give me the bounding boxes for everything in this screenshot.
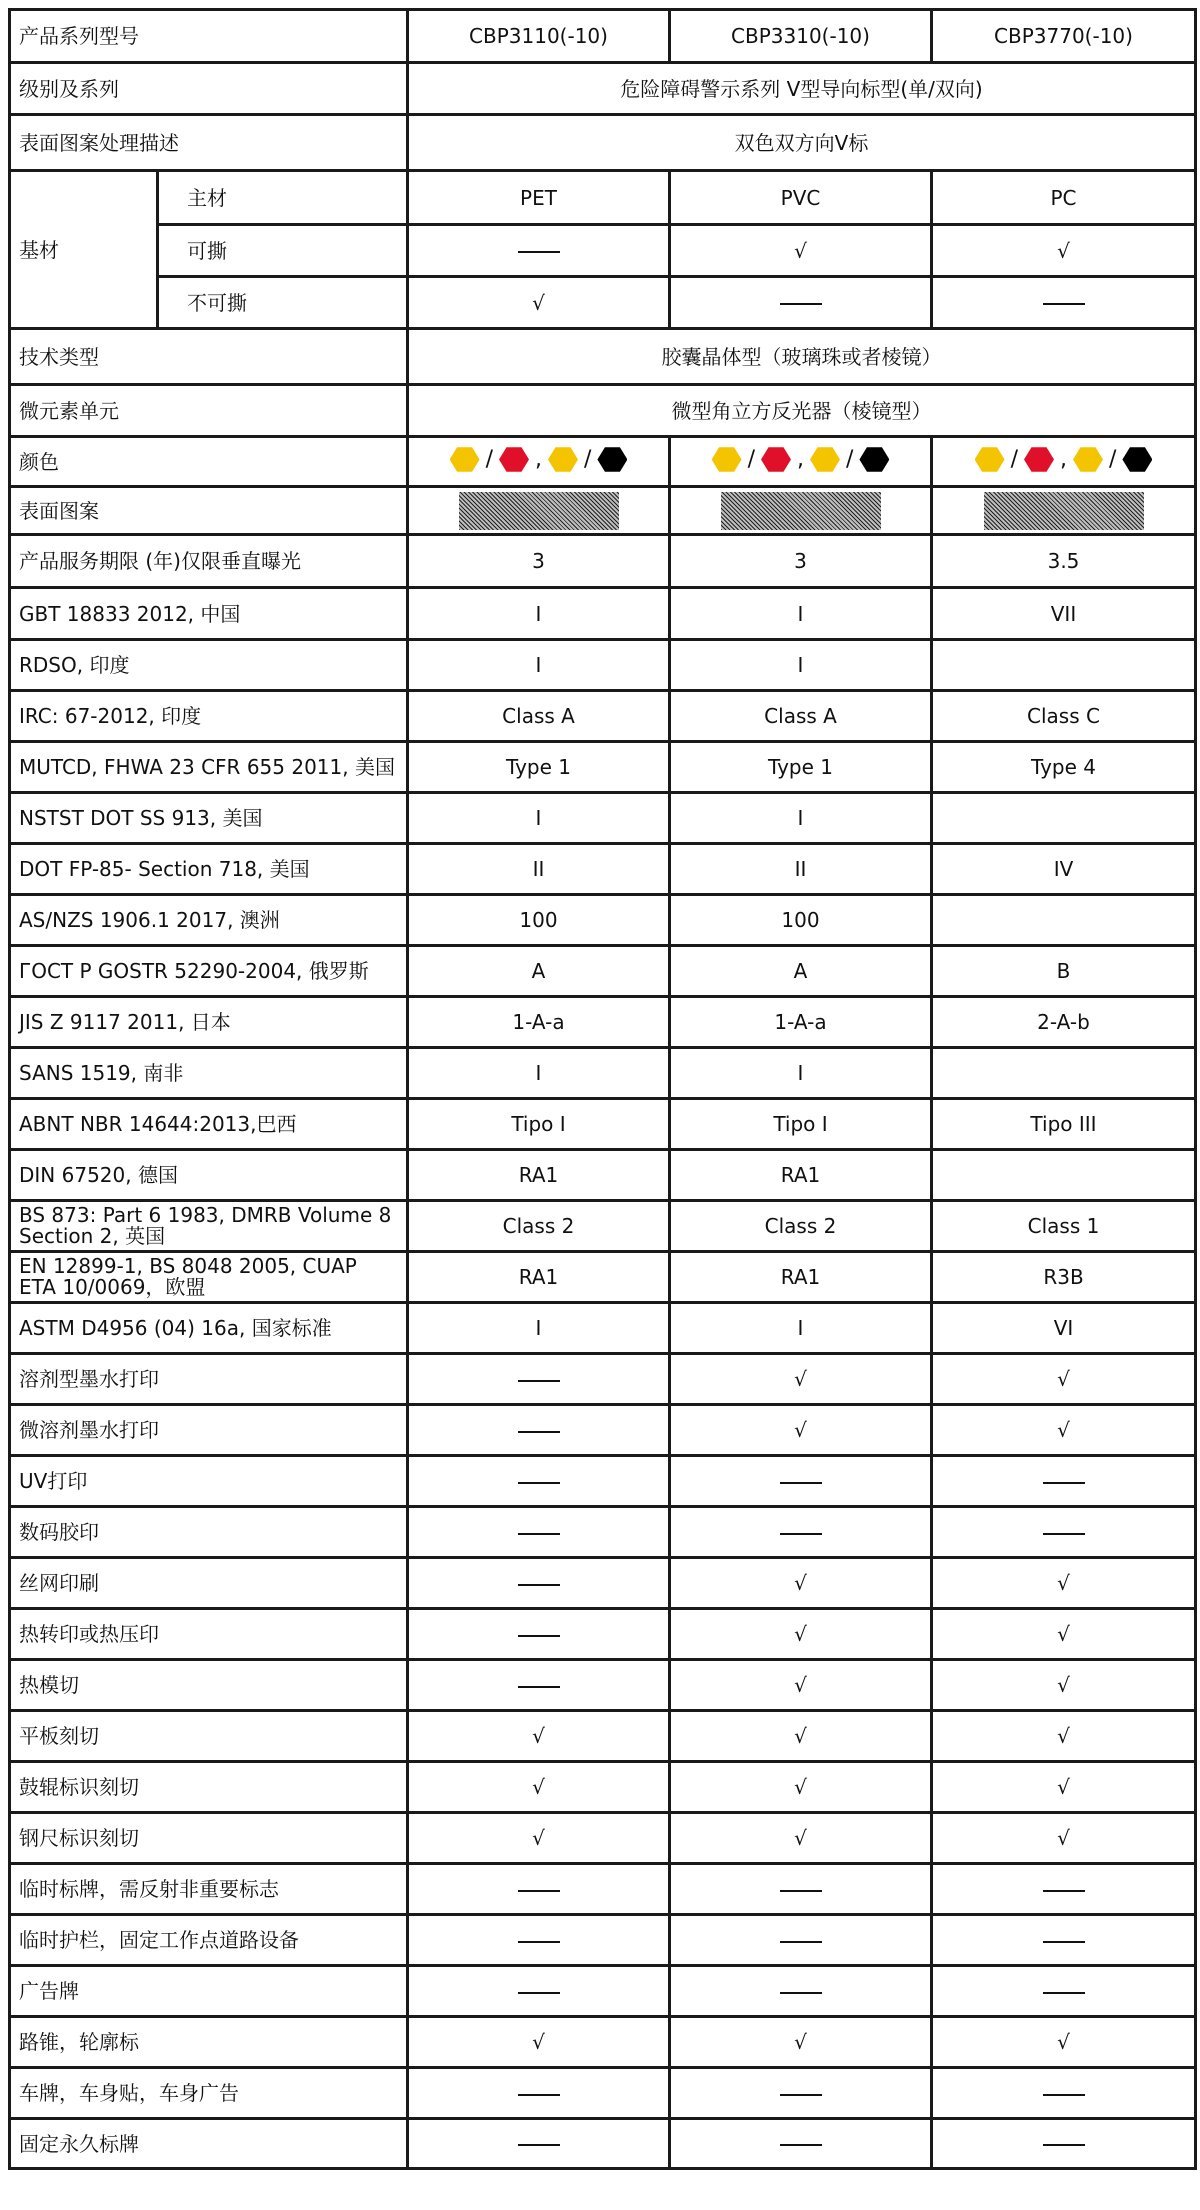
process-row-value	[670, 1915, 932, 1966]
check-mark: √	[532, 1826, 545, 1850]
spec-row-label: RDSO, 印度	[10, 640, 408, 691]
process-row-value	[670, 1711, 932, 1762]
spec-row-value: I	[670, 1303, 932, 1354]
spec-row-value: VI	[932, 1303, 1196, 1354]
not-applicable-dash	[1043, 2094, 1085, 2096]
spec-row-value: Class 2	[670, 1201, 932, 1252]
tech-type-row	[10, 329, 1196, 385]
not-applicable-dash	[780, 2094, 822, 2096]
process-row-label: 热转印或热压印	[10, 1609, 408, 1660]
not-applicable-dash	[518, 1890, 560, 1892]
not-applicable-dash	[780, 1890, 822, 1892]
process-row-label: 临时护栏，固定工作点道路设备	[10, 1915, 408, 1966]
color-separator: ,	[797, 446, 804, 472]
process-row-value	[670, 1813, 932, 1864]
process-row-value	[932, 1456, 1196, 1507]
process-row-value	[932, 1405, 1196, 1456]
process-row	[10, 1558, 1196, 1609]
check-mark: √	[532, 1775, 545, 1799]
spec-row-label: BS 873: Part 6 1983, DMRB Volume 8 Section 2, 英国	[10, 1201, 408, 1252]
process-row	[10, 1405, 1196, 1456]
spec-row-value: Type 4	[932, 742, 1196, 793]
substrate-nontearable-value	[408, 277, 670, 329]
spec-row-value: Class 2	[408, 1201, 670, 1252]
process-row-value	[670, 1456, 932, 1507]
process-row-value	[408, 1354, 670, 1405]
not-applicable-dash	[780, 1482, 822, 1484]
spec-row-value: I	[670, 1048, 932, 1099]
spec-row-value: 3	[670, 535, 932, 588]
not-applicable-dash	[1043, 1992, 1085, 1994]
hexagon-swatch-icon	[859, 447, 889, 473]
process-row-value	[670, 2017, 932, 2068]
process-row	[10, 1864, 1196, 1915]
process-row-value	[932, 1864, 1196, 1915]
micro-unit-label: 微元素单元	[10, 385, 408, 437]
process-row-value	[670, 1558, 932, 1609]
process-row-value	[408, 2017, 670, 2068]
spec-row-value: B	[932, 946, 1196, 997]
tech-type-label: 技术类型	[10, 329, 408, 385]
spec-row	[10, 640, 1196, 691]
spec-row-value: RA1	[408, 1150, 670, 1201]
spec-row-value: II	[408, 844, 670, 895]
model-cbp3310: CBP3310(-10)	[670, 10, 932, 63]
process-row	[10, 1456, 1196, 1507]
substrate-main-value: PVC	[670, 171, 932, 225]
process-row-value	[408, 1456, 670, 1507]
spec-row-value: R3B	[932, 1252, 1196, 1303]
not-applicable-dash	[518, 1992, 560, 1994]
spec-row-label: AS/NZS 1906.1 2017, 澳洲	[10, 895, 408, 946]
process-row-value	[932, 2119, 1196, 2169]
process-row	[10, 2068, 1196, 2119]
not-applicable-dash	[780, 1992, 822, 1994]
process-row-label: 数码胶印	[10, 1507, 408, 1558]
hexagon-swatch-icon	[761, 447, 791, 473]
spec-row-label: DOT FP-85- Section 718, 美国	[10, 844, 408, 895]
check-mark: √	[794, 1418, 807, 1442]
spec-row	[10, 691, 1196, 742]
spec-row	[10, 535, 1196, 588]
not-applicable-dash	[518, 2144, 560, 2146]
not-applicable-dash	[518, 1380, 560, 1382]
process-row-label: 平板刻切	[10, 1711, 408, 1762]
spec-row	[10, 946, 1196, 997]
hexagon-swatch-icon	[450, 447, 480, 473]
process-row-value	[670, 1864, 932, 1915]
spec-row-value	[932, 793, 1196, 844]
substrate-tearable-value	[932, 225, 1196, 277]
spec-row-value: 1-A-a	[408, 997, 670, 1048]
hexagon-swatch-icon	[597, 447, 627, 473]
spec-row-value	[932, 1150, 1196, 1201]
check-mark: √	[1057, 238, 1070, 263]
spec-row-value	[932, 1048, 1196, 1099]
header-row	[10, 10, 1196, 63]
hexagon-swatch-icon	[1073, 447, 1103, 473]
process-row-value	[932, 1660, 1196, 1711]
spec-row-label: DIN 67520, 德国	[10, 1150, 408, 1201]
spec-row-value: RA1	[670, 1252, 932, 1303]
process-row	[10, 2119, 1196, 2169]
spec-row-label: IRC: 67-2012, 印度	[10, 691, 408, 742]
process-row	[10, 2017, 1196, 2068]
pattern-swatch	[984, 492, 1144, 530]
color-swatches	[932, 437, 1196, 487]
color-separator: /	[1109, 446, 1117, 472]
spec-row	[10, 793, 1196, 844]
spec-row-value: I	[408, 793, 670, 844]
check-mark: √	[794, 1571, 807, 1595]
spec-row-value: Class C	[932, 691, 1196, 742]
substrate-nontearable-value	[670, 277, 932, 329]
check-mark: √	[532, 1724, 545, 1748]
process-row-value	[932, 1609, 1196, 1660]
hexagon-swatch-icon	[975, 447, 1005, 473]
process-row-label: 热模切	[10, 1660, 408, 1711]
substrate-label: 基材	[10, 171, 158, 329]
spec-row-value: IV	[932, 844, 1196, 895]
process-row-label: 固定永久标牌	[10, 2119, 408, 2169]
process-row-label: 广告牌	[10, 1966, 408, 2017]
process-row-value	[408, 1405, 670, 1456]
process-row-value	[408, 1507, 670, 1558]
process-row-value	[670, 1609, 932, 1660]
spec-row-label: 产品服务期限 (年)仅限垂直曝光	[10, 535, 408, 588]
model-cbp3110: CBP3110(-10)	[408, 10, 670, 63]
check-mark: √	[794, 1775, 807, 1799]
spec-row	[10, 588, 1196, 640]
check-mark: √	[794, 238, 807, 263]
substrate-nontearable-value	[932, 277, 1196, 329]
spec-row-value: Type 1	[670, 742, 932, 793]
substrate-tearable-label: 可撕	[158, 225, 408, 277]
process-row-value	[408, 1660, 670, 1711]
hexagon-swatch-icon	[810, 447, 840, 473]
process-row-value	[408, 1864, 670, 1915]
pattern-swatch	[459, 492, 619, 530]
pattern-swatch	[721, 492, 881, 530]
spec-row-value: Tipo I	[408, 1099, 670, 1150]
substrate-nontearable-label: 不可撕	[158, 277, 408, 329]
spec-row	[10, 844, 1196, 895]
not-applicable-dash	[1043, 1890, 1085, 1892]
spec-row-label: GBT 18833 2012, 中国	[10, 588, 408, 640]
spec-row-value	[932, 640, 1196, 691]
process-row-value	[408, 1711, 670, 1762]
not-applicable-dash	[780, 1941, 822, 1943]
process-row-value	[932, 1813, 1196, 1864]
colors-label: 颜色	[10, 437, 408, 487]
spec-row-value: 3	[408, 535, 670, 588]
not-applicable-dash	[1043, 303, 1085, 305]
level-row	[10, 63, 1196, 115]
hexagon-swatch-icon	[1024, 447, 1054, 473]
color-separator: /	[584, 446, 592, 472]
process-row-value	[932, 1711, 1196, 1762]
not-applicable-dash	[518, 1686, 560, 1688]
not-applicable-dash	[518, 1431, 560, 1433]
spec-row-label: NSTST DOT SS 913, 美国	[10, 793, 408, 844]
surface-pattern-label: 表面图案	[10, 487, 408, 535]
spec-row-value: Class 1	[932, 1201, 1196, 1252]
color-separator: /	[747, 446, 755, 472]
process-row	[10, 1966, 1196, 2017]
spec-row	[10, 895, 1196, 946]
hexagon-swatch-icon	[499, 447, 529, 473]
process-row-value	[932, 2017, 1196, 2068]
spec-table	[8, 8, 1197, 2170]
spec-row-value: I	[408, 1303, 670, 1354]
color-swatches	[670, 437, 932, 487]
check-mark: √	[1057, 1673, 1070, 1697]
color-separator: /	[485, 446, 493, 472]
not-applicable-dash	[780, 2144, 822, 2146]
spec-row-value: I	[670, 640, 932, 691]
check-mark: √	[1057, 1418, 1070, 1442]
spec-row-value: I	[408, 1048, 670, 1099]
tech-type-value: 胶囊晶体型（玻璃珠或者棱镜）	[408, 329, 1196, 385]
surface-pattern-row	[10, 487, 1196, 535]
surface-desc-value: 双色双方向V标	[408, 115, 1196, 171]
process-row-value	[932, 1354, 1196, 1405]
process-row-label: 鼓辊标识刻切	[10, 1762, 408, 1813]
spec-row-value: Class A	[670, 691, 932, 742]
not-applicable-dash	[518, 251, 560, 253]
not-applicable-dash	[1043, 2144, 1085, 2146]
process-row-value	[670, 1405, 932, 1456]
process-row-value	[408, 1813, 670, 1864]
spec-row-value: I	[408, 640, 670, 691]
process-row-label: 车牌，车身贴，车身广告	[10, 2068, 408, 2119]
spec-row-value	[932, 895, 1196, 946]
process-row-label: 微溶剂墨水打印	[10, 1405, 408, 1456]
check-mark: √	[1057, 1826, 1070, 1850]
spec-row-label: ABNT NBR 14644:2013,巴西	[10, 1099, 408, 1150]
spec-row-label: ГОСТ Р GOSTR 52290-2004, 俄罗斯	[10, 946, 408, 997]
surface-pattern-cell	[670, 487, 932, 535]
check-mark: √	[794, 2030, 807, 2054]
spec-row	[10, 997, 1196, 1048]
process-row-label: UV打印	[10, 1456, 408, 1507]
process-row-value	[408, 2119, 670, 2169]
process-row	[10, 1507, 1196, 1558]
spec-row-value: A	[670, 946, 932, 997]
substrate-main-value: PET	[408, 171, 670, 225]
spec-row	[10, 1303, 1196, 1354]
process-row-value	[932, 2068, 1196, 2119]
check-mark: √	[794, 1367, 807, 1391]
spec-row-value: 2-A-b	[932, 997, 1196, 1048]
not-applicable-dash	[518, 2094, 560, 2096]
substrate-tearable-value	[670, 225, 932, 277]
header-label: 产品系列型号	[10, 10, 408, 63]
check-mark: √	[1057, 2030, 1070, 2054]
spec-row	[10, 1201, 1196, 1252]
color-swatch-group	[975, 447, 1153, 473]
check-mark: √	[1057, 1367, 1070, 1391]
spec-row-value: II	[670, 844, 932, 895]
process-row-value	[408, 1558, 670, 1609]
check-mark: √	[532, 290, 545, 315]
process-row-value	[932, 1966, 1196, 2017]
spec-row-value: RA1	[670, 1150, 932, 1201]
check-mark: √	[1057, 1724, 1070, 1748]
check-mark: √	[794, 1826, 807, 1850]
spec-row-label: EN 12899-1, BS 8048 2005, CUAP ETA 10/0069，欧盟	[10, 1252, 408, 1303]
color-separator: ,	[1060, 446, 1067, 472]
level-value: 危险障碍警示系列 V型导向标型(单/双向)	[408, 63, 1196, 115]
substrate-tearable-row	[10, 225, 1196, 277]
micro-unit-row	[10, 385, 1196, 437]
spec-row-value: I	[408, 588, 670, 640]
spec-row-value: RA1	[408, 1252, 670, 1303]
hexagon-swatch-icon	[1122, 447, 1152, 473]
spec-row-value: 1-A-a	[670, 997, 932, 1048]
not-applicable-dash	[518, 1635, 560, 1637]
process-row-value	[408, 1966, 670, 2017]
process-row-value	[932, 1507, 1196, 1558]
check-mark: √	[1057, 1775, 1070, 1799]
substrate-main-row	[10, 171, 1196, 225]
spec-row-value: A	[408, 946, 670, 997]
process-row-value	[932, 1558, 1196, 1609]
process-row-value	[408, 1915, 670, 1966]
level-label: 级别及系列	[10, 63, 408, 115]
not-applicable-dash	[780, 1533, 822, 1535]
process-row-value	[670, 1354, 932, 1405]
color-separator: /	[1010, 446, 1018, 472]
process-row	[10, 1354, 1196, 1405]
hexagon-swatch-icon	[712, 447, 742, 473]
process-row	[10, 1915, 1196, 1966]
not-applicable-dash	[518, 1584, 560, 1586]
process-row-value	[670, 1966, 932, 2017]
surface-desc-row	[10, 115, 1196, 171]
check-mark: √	[794, 1673, 807, 1697]
substrate-main-label: 主材	[158, 171, 408, 225]
surface-pattern-cell	[408, 487, 670, 535]
process-row-label: 临时标牌，需反射非重要标志	[10, 1864, 408, 1915]
substrate-main-value: PC	[932, 171, 1196, 225]
colors-row	[10, 437, 1196, 487]
color-separator: ,	[535, 446, 542, 472]
check-mark: √	[1057, 1571, 1070, 1595]
color-swatch-group	[712, 447, 890, 473]
spec-row-value: VII	[932, 588, 1196, 640]
check-mark: √	[532, 2030, 545, 2054]
spec-row-value: Type 1	[408, 742, 670, 793]
process-row-value	[408, 1609, 670, 1660]
process-row-value	[670, 1507, 932, 1558]
spec-sheet	[8, 8, 1194, 2170]
process-row-value	[670, 2068, 932, 2119]
process-row	[10, 1813, 1196, 1864]
process-row	[10, 1660, 1196, 1711]
spec-row-value: Class A	[408, 691, 670, 742]
not-applicable-dash	[518, 1941, 560, 1943]
substrate-tearable-value	[408, 225, 670, 277]
not-applicable-dash	[518, 1533, 560, 1535]
color-swatch-group	[450, 447, 628, 473]
spec-row	[10, 1048, 1196, 1099]
micro-unit-value: 微型角立方反光器（棱镜型）	[408, 385, 1196, 437]
surface-pattern-cell	[932, 487, 1196, 535]
check-mark: √	[794, 1622, 807, 1646]
spec-row-value: Tipo I	[670, 1099, 932, 1150]
spec-row-value: Tipo III	[932, 1099, 1196, 1150]
spec-row	[10, 742, 1196, 793]
process-row-value	[670, 1762, 932, 1813]
process-row	[10, 1711, 1196, 1762]
check-mark: √	[1057, 1622, 1070, 1646]
process-row-value	[932, 1915, 1196, 1966]
model-cbp3770: CBP3770(-10)	[932, 10, 1196, 63]
not-applicable-dash	[1043, 1941, 1085, 1943]
not-applicable-dash	[518, 1482, 560, 1484]
not-applicable-dash	[1043, 1482, 1085, 1484]
hexagon-swatch-icon	[548, 447, 578, 473]
surface-desc-label: 表面图案处理描述	[10, 115, 408, 171]
substrate-nontearable-row	[10, 277, 1196, 329]
process-row-value	[932, 1762, 1196, 1813]
process-row-value	[408, 2068, 670, 2119]
spec-row	[10, 1099, 1196, 1150]
spec-row	[10, 1252, 1196, 1303]
spec-row-value: I	[670, 793, 932, 844]
color-swatches	[408, 437, 670, 487]
spec-row-value: I	[670, 588, 932, 640]
process-row-label: 钢尺标识刻切	[10, 1813, 408, 1864]
spec-row-label: ASTM D4956 (04) 16a, 国家标准	[10, 1303, 408, 1354]
process-row-label: 溶剂型墨水打印	[10, 1354, 408, 1405]
spec-row-label: MUTCD, FHWA 23 CFR 655 2011, 美国	[10, 742, 408, 793]
process-row-label: 丝网印刷	[10, 1558, 408, 1609]
not-applicable-dash	[780, 303, 822, 305]
process-row-value	[670, 2119, 932, 2169]
process-row	[10, 1762, 1196, 1813]
process-row	[10, 1609, 1196, 1660]
spec-row-label: SANS 1519, 南非	[10, 1048, 408, 1099]
color-separator: /	[846, 446, 854, 472]
spec-row-value: 3.5	[932, 535, 1196, 588]
spec-row-value: 100	[670, 895, 932, 946]
check-mark: √	[794, 1724, 807, 1748]
spec-row-label: JIS Z 9117 2011, 日本	[10, 997, 408, 1048]
not-applicable-dash	[1043, 1533, 1085, 1535]
process-row-value	[408, 1762, 670, 1813]
spec-row	[10, 1150, 1196, 1201]
process-row-value	[670, 1660, 932, 1711]
spec-row-value: 100	[408, 895, 670, 946]
process-row-label: 路锥，轮廓标	[10, 2017, 408, 2068]
